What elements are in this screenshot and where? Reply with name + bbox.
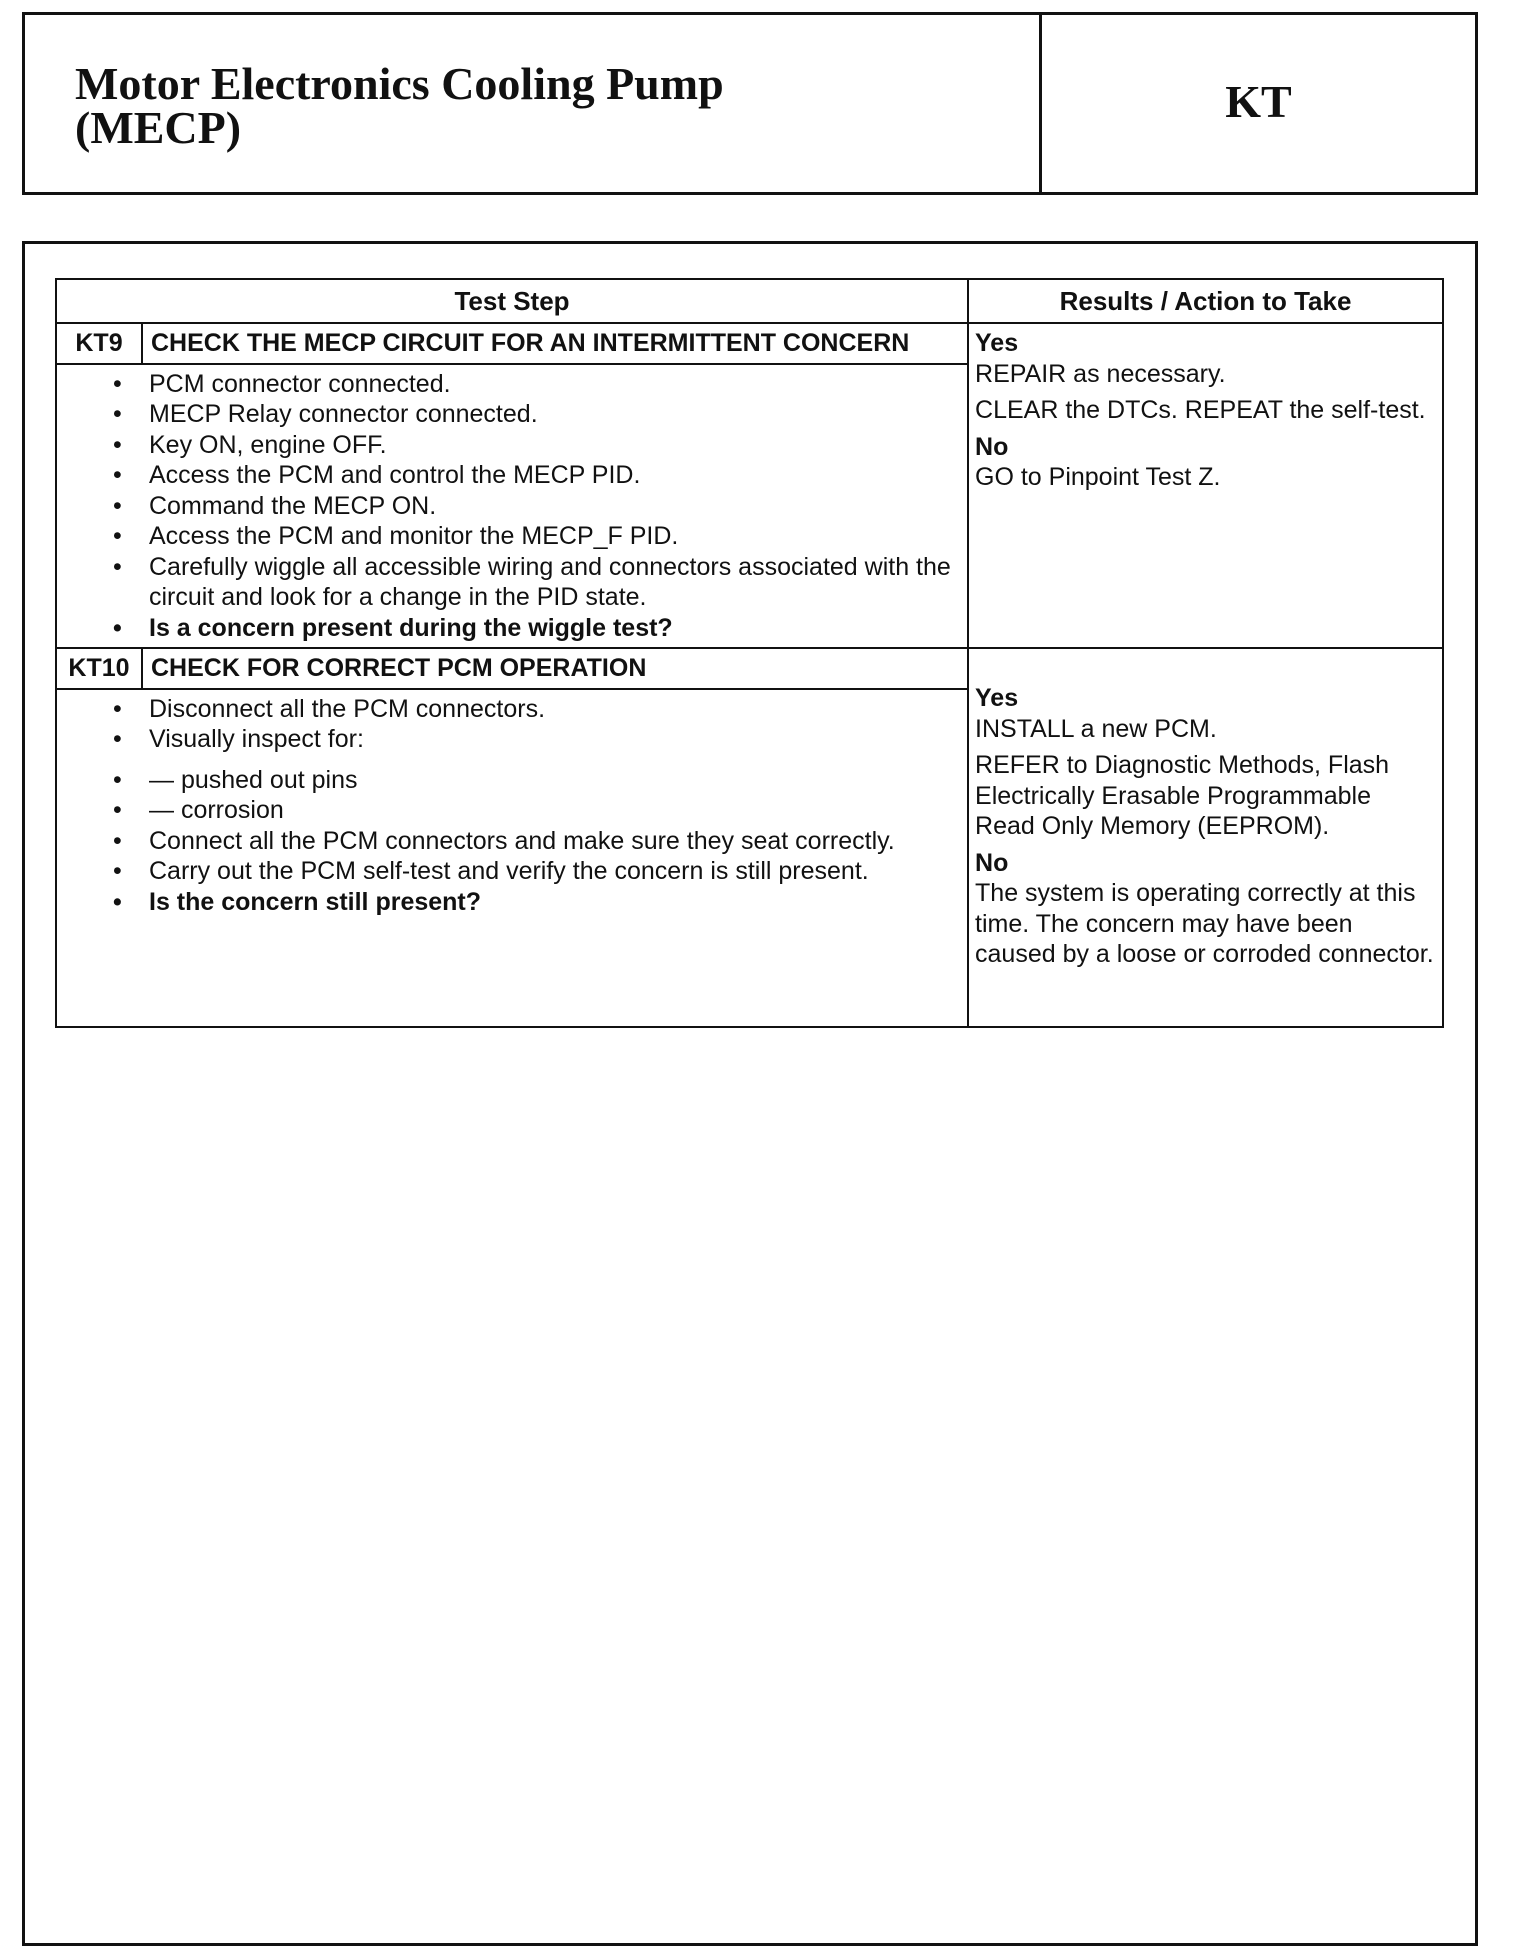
sub-list-item: • — pushed out pins (149, 765, 959, 796)
list-item: • Access the PCM and monitor the MECP_F PID. (149, 521, 959, 552)
list-item: • Carefully wiggle all accessible wiring and connectors associated with the circuit and look for a change in the PID state. (149, 552, 959, 613)
list-item: • Access the PCM and control the MECP PID. (149, 460, 959, 491)
step-title: CHECK FOR CORRECT PCM OPERATION (142, 648, 968, 689)
list-item: • Connect all the PCM connectors and make sure they seat correctly. (149, 826, 959, 857)
page-title (25, 15, 1042, 192)
step-instructions (56, 364, 968, 649)
list-item: • Disconnect all the PCM connectors. (149, 694, 959, 725)
yes-label: Yes (975, 684, 1019, 712)
no-action: GO to Pinpoint Test Z. (975, 463, 1221, 491)
column-header-test-step: Test Step (56, 279, 968, 323)
page-header (22, 12, 1478, 195)
page-title-line-1: Motor Electronics Cooling Pump (75, 58, 724, 109)
list-item-text: Visually inspect for: (149, 725, 364, 753)
section-code: KT (1225, 76, 1292, 127)
list-item: • Carry out the PCM self-test and verify the concern is still present. (149, 856, 959, 887)
step-instructions (56, 689, 968, 1027)
step-title: CHECK THE MECP CIRCUIT FOR AN INTERMITTENT CONCERN (142, 323, 968, 364)
content-frame (22, 241, 1478, 1946)
yes-action: REFER to Diagnostic Methods, Flash Electrically Erasable Programmable Read Only Memory (EEPROM). (975, 751, 1390, 840)
step-kt9-results (968, 323, 1443, 648)
step-id: KT10 (56, 648, 142, 689)
page-title-line-2: (MECP) (75, 102, 242, 153)
yes-action: INSTALL a new PCM. (975, 714, 1217, 743)
list-item: • Key ON, engine OFF. (149, 430, 959, 461)
sub-list (149, 765, 959, 826)
list-item: • MECP Relay connector connected. (149, 399, 959, 430)
step-question: • Is the concern still present? (149, 887, 959, 918)
no-label: No (975, 432, 1009, 461)
yes-action: CLEAR the DTCs. REPEAT the self-test. (975, 396, 1426, 424)
list-item: • Command the MECP ON. (149, 491, 959, 522)
no-label: No (975, 848, 1009, 877)
yes-action: REPAIR as necessary. (975, 359, 1226, 388)
instruction-list (57, 694, 959, 918)
step-kt10-results (968, 648, 1443, 1027)
list-item (149, 724, 959, 826)
instruction-list (57, 369, 959, 644)
no-action: The system is operating correctly at this time. The concern may have been caused by a loose or corroded connector. (975, 879, 1434, 968)
yes-label: Yes (975, 329, 1019, 357)
step-question: • Is a concern present during the wiggle test? (149, 613, 959, 644)
table-header-row (56, 279, 1443, 323)
column-header-results: Results / Action to Take (968, 279, 1443, 323)
test-step-table (55, 278, 1444, 1028)
sub-list-item: • — corrosion (149, 795, 959, 826)
results-spacer (975, 653, 1436, 683)
step-kt10-title-row (56, 648, 1443, 689)
step-kt9-title-row (56, 323, 1443, 364)
list-item: • PCM connector connected. (149, 369, 959, 400)
step-id: KT9 (56, 323, 142, 364)
